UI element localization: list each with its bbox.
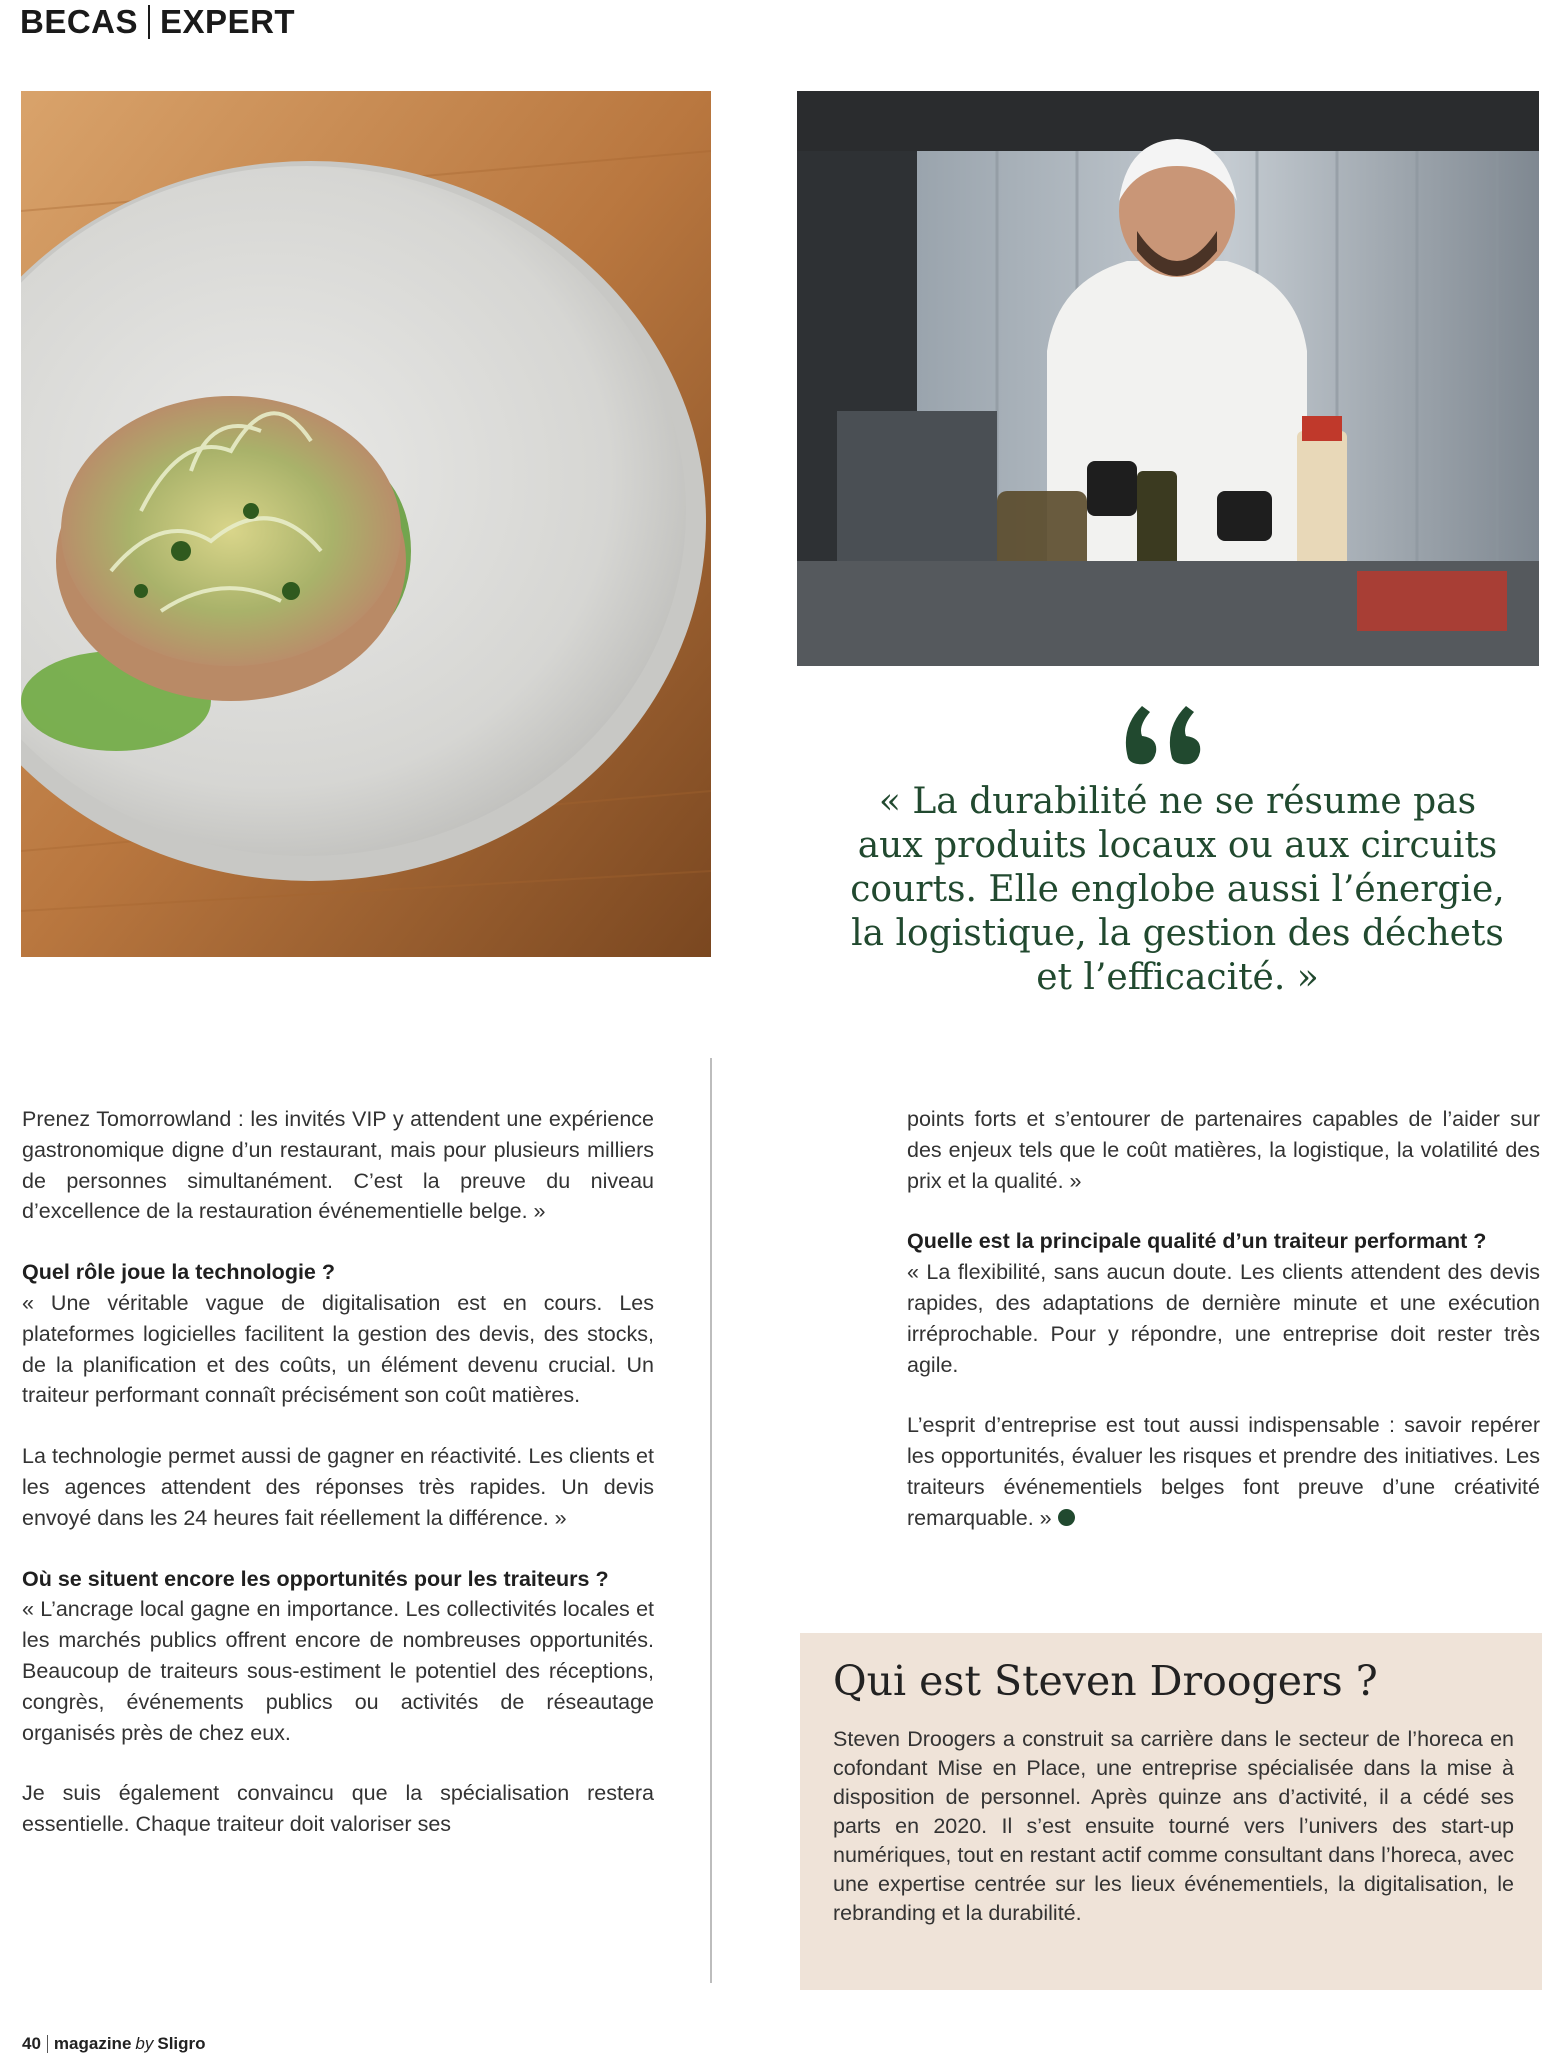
quote-line: courts. Elle englobe aussi l’énergie, — [850, 869, 1505, 910]
interview-question: Où se situent encore les opportunités pour les traiteurs ? — [22, 1566, 609, 1591]
quote-line: et l’efficacité. » — [1036, 957, 1319, 998]
paragraph: Prenez Tomorrowland : les invités VIP y attendent une expérience gastronomique digne d’un restaurant, mais pour plusieurs milliers de personnes simultanément. C’est la preuve du niveau d’excellence de la restauration événementielle belge. » — [22, 1107, 654, 1224]
quote-mark-icon — [1120, 688, 1210, 768]
article-column-left — [22, 1104, 654, 1870]
magazine-label: magazine — [53, 2034, 132, 2053]
section-header — [20, 2, 295, 42]
subsection-name: EXPERT — [160, 3, 296, 40]
paragraph: points forts et s’entourer de partenaires capables de l’aider sur des enjeux tels que le coût matières, la logistique, la volatilité des prix et la qualité. » — [907, 1107, 1540, 1193]
column-divider — [710, 1058, 712, 1983]
quote-line: « La durabilité ne se résume pas — [878, 781, 1477, 822]
paragraph: « Une véritable vague de digitalisation est en cours. Les plateformes logicielles facilitent la gestion des devis, des stocks, de la planification et des coûts, un élément devenu crucial. Un traiteur performant connaît précisément son coût matières. — [22, 1290, 654, 1408]
quote-line: aux produits locaux ou aux circuits — [857, 825, 1498, 866]
paragraph: « La flexibilité, sans aucun doute. Les clients attendent des devis rapides, des adaptations de dernière minute et une exécution irréprochable. Pour y répondre, une entreprise doit rester très agile. — [907, 1260, 1540, 1377]
article-column-right — [907, 1104, 1540, 1564]
paragraph: La technologie permet aussi de gagner en réactivité. Les clients et les agences attendent des réponses très rapides. Un devis envoyé dans les 24 heures fait réellement la différence. » — [22, 1444, 654, 1530]
chef-photo — [797, 91, 1539, 666]
paragraph-text: L’esprit d’entreprise est tout aussi indispensable : savoir repérer les opportunités, évaluer les risques et prendre des initiatives. Les traiteurs événementiels belges font preuve d’une créativité remarquable. » — [907, 1413, 1540, 1530]
quote-line: la logistique, la gestion des déchets — [851, 913, 1504, 954]
by-label: by — [135, 2034, 154, 2053]
bio-text: Steven Droogers a construit sa carrière dans le secteur de l’horeca en cofondant Mise en Place, une entreprise spécialisée dans la mise à disposition de personnel. Après quinze ans d’activité, il a cédé ses parts en 2020. Il s’est ensuite tourné vers l’univers des start-up numériques, tout en restant actif comme consultant dans l’horeca, avec une expertise centrée sur les lieux événementiels, la digitalisation, le rebranding et la durabilité. — [833, 1727, 1514, 1925]
dish-photo — [21, 91, 711, 957]
bio-box — [800, 1633, 1542, 1990]
bio-title: Qui est Steven Droogers ? — [833, 1657, 1378, 1705]
page-footer — [22, 2034, 206, 2054]
interview-question: Quel rôle joue la technologie ? — [22, 1260, 335, 1285]
paragraph: Je suis également convaincu que la spécialisation restera essentielle. Chaque traiteur doit valoriser ses — [22, 1781, 654, 1837]
end-of-article-dot-icon — [1058, 1509, 1075, 1526]
pull-quote — [810, 780, 1545, 1000]
header-divider — [148, 5, 150, 39]
brand-name: Sligro — [157, 2034, 206, 2053]
page-number: 40 — [22, 2034, 41, 2053]
interview-question: Quelle est la principale qualité d’un traiteur performant ? — [907, 1229, 1487, 1254]
section-name: BECAS — [20, 3, 139, 40]
paragraph — [907, 1410, 1540, 1533]
paragraph: « L’ancrage local gagne en importance. Les collectivités locales et les marchés publics offrent encore de nombreuses opportunités. Beaucoup de traiteurs sous-estiment le potentiel des réceptions, congrès, événements publics ou activités de réseautage organisés près de chez eux. — [22, 1597, 654, 1745]
footer-divider — [47, 2035, 48, 2053]
